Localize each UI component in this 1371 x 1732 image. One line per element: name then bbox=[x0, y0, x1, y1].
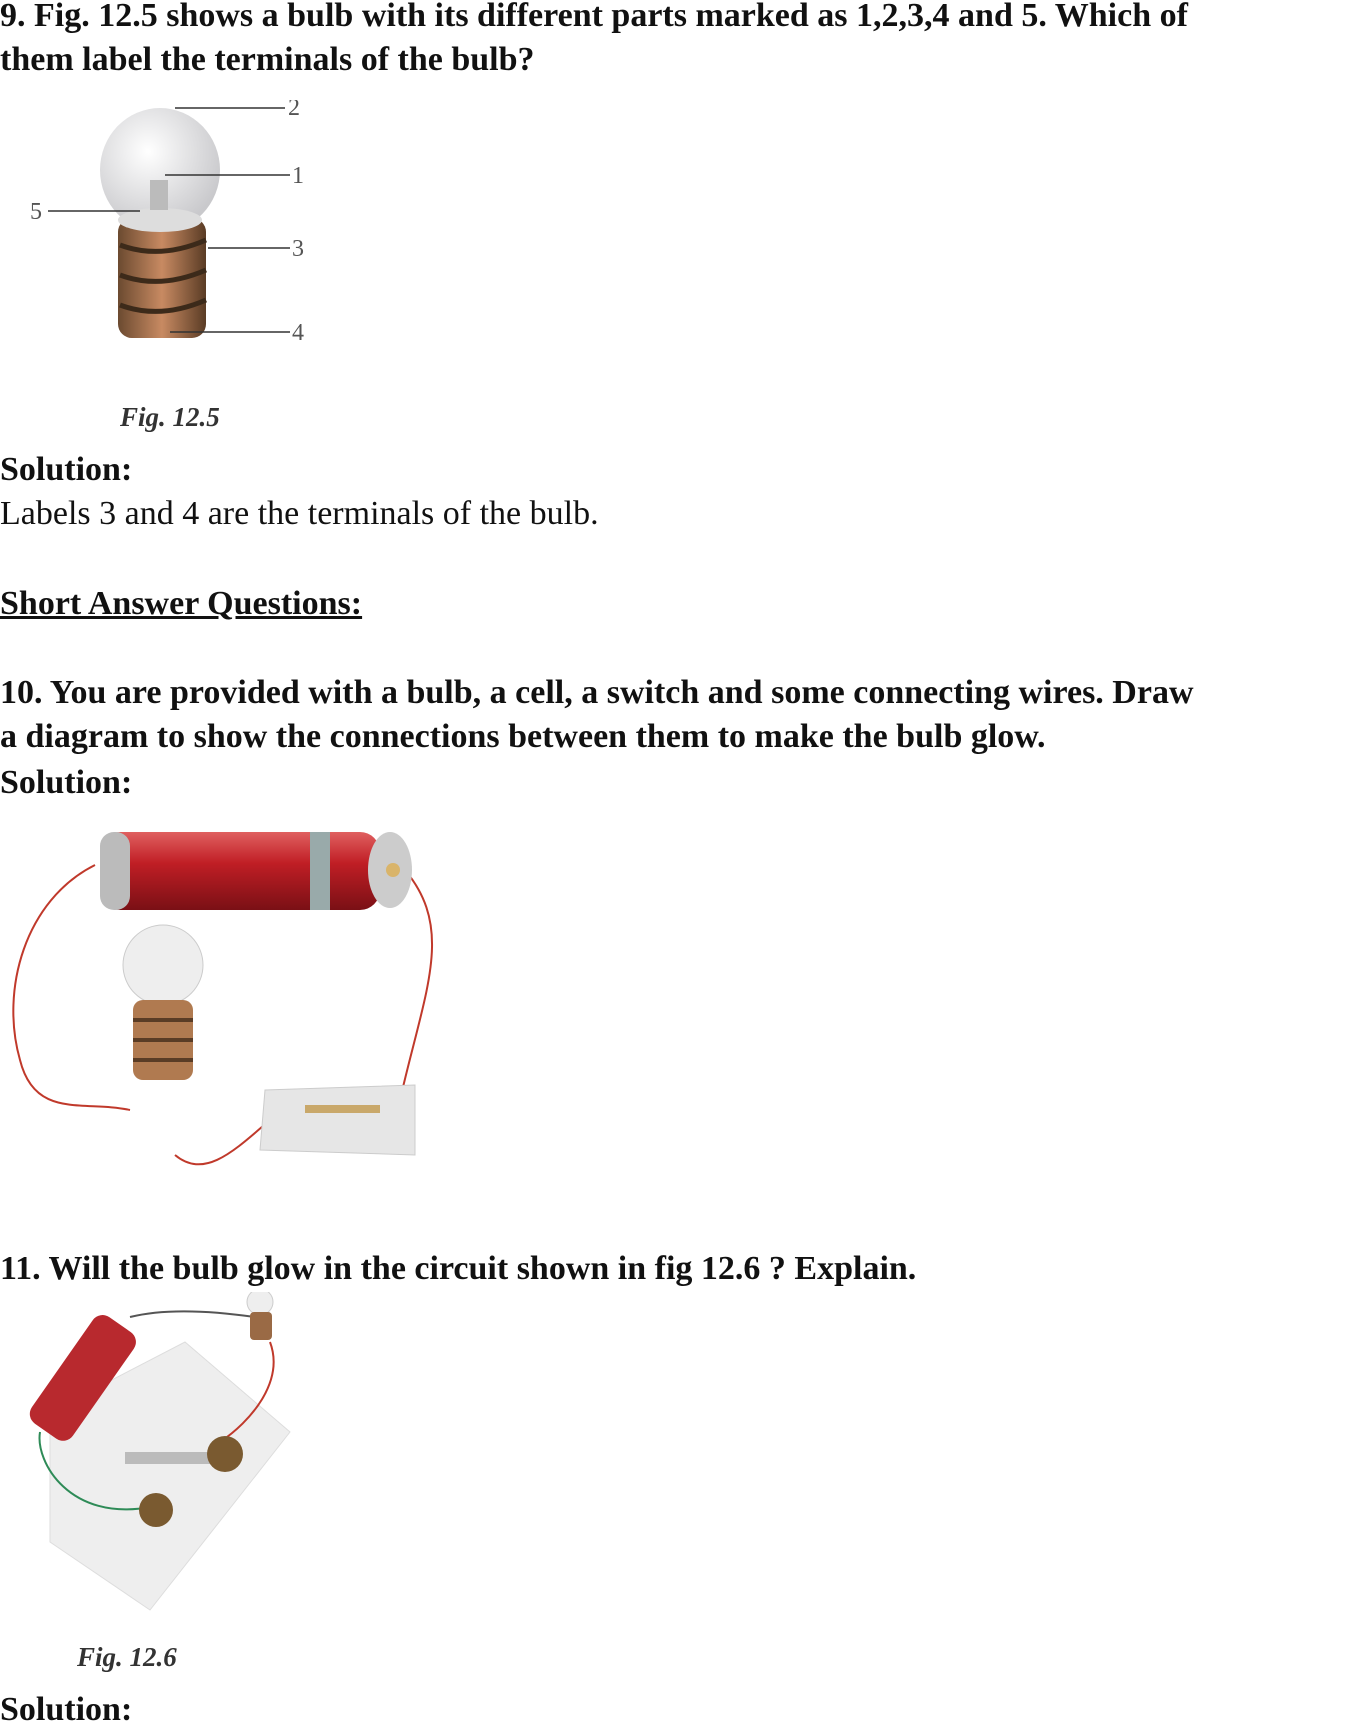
circuit-diagram bbox=[5, 820, 445, 1190]
label-3: 3 bbox=[292, 236, 304, 262]
q11-text: 11. Will the bulb glow in the circuit shown in fig 12.6 ? Explain. bbox=[0, 1250, 917, 1287]
label-5: 5 bbox=[30, 199, 42, 225]
bulb-figure bbox=[20, 100, 350, 380]
fig-12-6-caption: Fig. 12.6 bbox=[77, 1642, 177, 1672]
label-4: 4 bbox=[292, 320, 304, 346]
fig-12-5-caption: Fig. 12.5 bbox=[120, 402, 220, 432]
q10-text-line2: a diagram to show the connections between them to make the bulb glow. bbox=[0, 718, 1046, 755]
label-1: 1 bbox=[292, 163, 304, 189]
q10-solution-heading: Solution: bbox=[0, 764, 133, 801]
fig-12-6-circuit bbox=[10, 1292, 300, 1612]
section-heading: Short Answer Questions: bbox=[0, 585, 363, 622]
q9-solution-text: Labels 3 and 4 are the terminals of the bulb. bbox=[0, 495, 599, 532]
q9-text-line2: them label the terminals of the bulb? bbox=[0, 41, 535, 78]
q10-text-line1: 10. You are provided with a bulb, a cell, a switch and some connecting wires. Draw bbox=[0, 674, 1194, 711]
label-2: 2 bbox=[288, 100, 300, 121]
q9-solution-heading: Solution: bbox=[0, 451, 133, 488]
q11-solution-heading: Solution: bbox=[0, 1691, 133, 1728]
q9-text-line1: 9. Fig. 12.5 shows a bulb with its different parts marked as 1,2,3,4 and 5. Which of bbox=[0, 0, 1188, 34]
